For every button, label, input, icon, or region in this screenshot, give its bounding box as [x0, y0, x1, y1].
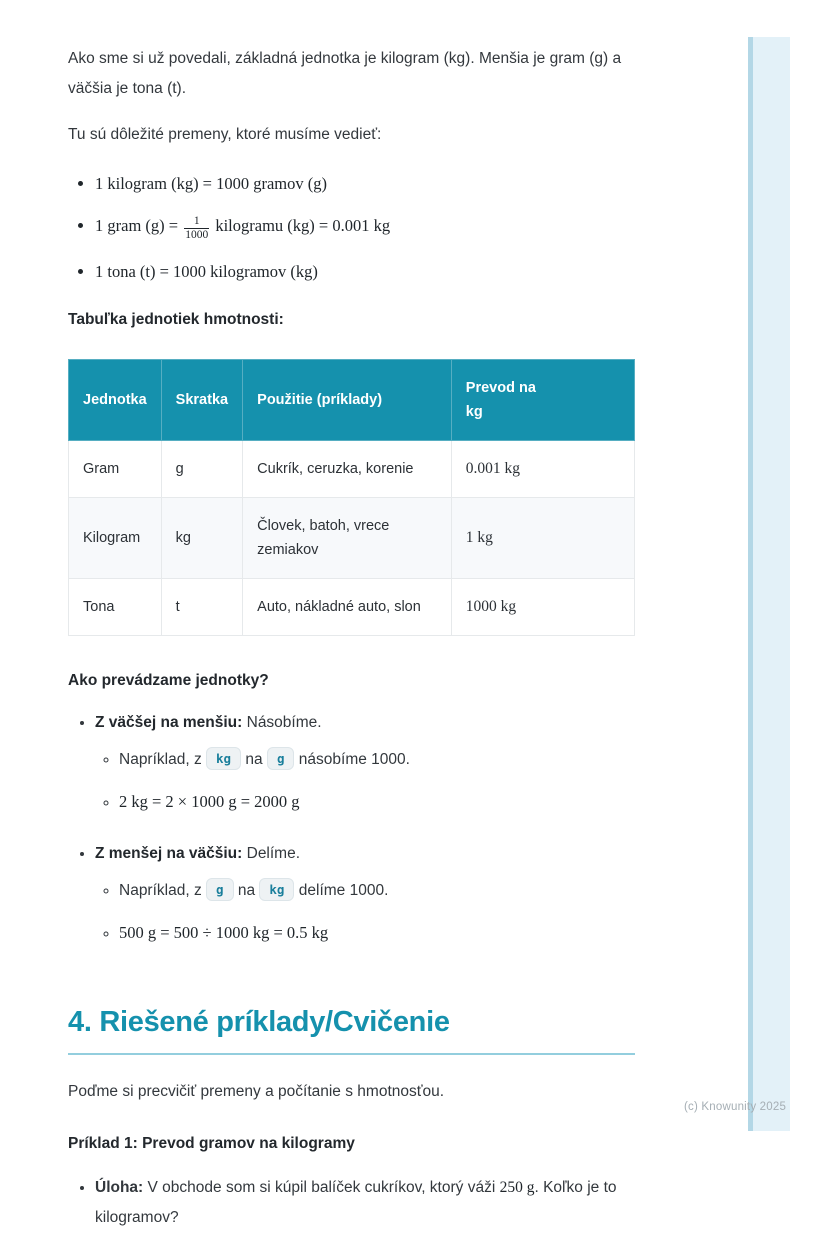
cell-abbr: kg [161, 497, 242, 578]
conversion-kg-g: 1 kilogram (kg) = 1000 gramov (g) [95, 174, 328, 193]
example-text: na [233, 881, 260, 899]
rules-list [68, 710, 635, 948]
section-heading: 4. Riešené príklady/Cvičenie [68, 1006, 635, 1055]
list-item [95, 258, 635, 285]
rule-smaller-to-bigger [95, 841, 635, 948]
list-item [95, 212, 635, 243]
example-text: delíme 1000. [294, 881, 389, 899]
table-row [69, 497, 635, 578]
rule-label: Z väčšej na menšiu: [95, 713, 243, 731]
header-skratka: Skratka [161, 359, 242, 440]
rule-method: Násobíme. [242, 713, 322, 731]
rule-example [119, 745, 635, 774]
rule-bigger-to-smaller [95, 710, 635, 817]
fraction [182, 215, 211, 242]
unit-chip-kg: kg [206, 747, 241, 770]
task-list [68, 1173, 635, 1233]
table-header-row [69, 359, 635, 440]
table-row [69, 578, 635, 635]
cell-abbr: t [161, 578, 242, 635]
task-item [95, 1173, 635, 1233]
task-label: Úloha: [95, 1178, 144, 1196]
watermark: (c) Knowunity 2025 [684, 1101, 787, 1113]
table-title: Tabuľka jednotiek hmotnosti: [68, 310, 284, 328]
example-text: násobíme 1000. [294, 750, 410, 768]
rule-method: Delíme. [242, 844, 301, 862]
rule-example [119, 876, 635, 905]
cell-usage: Auto, nákladné auto, slon [243, 578, 452, 635]
task-text: V obchode som si kúpil balíček cukríkov, ktorý váži [143, 1178, 500, 1196]
fraction-denominator: 1000 [185, 229, 209, 242]
example-text: Napríklad, z [119, 881, 207, 899]
equation-text: 2 kg = 2 × 1000 g = 2000 g [119, 791, 300, 811]
rule-label: Z menšej na väčšiu: [95, 844, 243, 862]
cell-conversion: 1 kg [451, 497, 634, 578]
list-item [95, 170, 635, 197]
task-value: 250 g [499, 1178, 535, 1196]
cell-usage: Človek, batoh, vrece zemiakov [243, 497, 452, 578]
cell-conversion: 0.001 kg [451, 440, 634, 497]
example1-heading: Príklad 1: Prevod gramov na kilogramy [68, 1134, 355, 1152]
cell-unit: Kilogram [69, 497, 162, 578]
table-row [69, 440, 635, 497]
units-table [68, 359, 635, 636]
unit-chip-g: g [267, 747, 295, 770]
header-prevod: Prevod na kg [451, 359, 634, 440]
section-lead: Poďme si precvičiť premeny a počítanie s hmotnosťou. [68, 1082, 445, 1100]
header-pouzitie: Použitie (príklady) [243, 359, 452, 440]
rule-equation [119, 918, 635, 948]
cell-unit: Tona [69, 578, 162, 635]
task-text: . Koľko je to kilogramov? [95, 1178, 617, 1226]
rule-sublist [95, 745, 635, 817]
how-convert-heading: Ako prevádzame jednotky? [68, 671, 269, 689]
conversion-t-kg: 1 tona (t) = 1000 kilogramov (kg) [95, 261, 318, 281]
cell-usage: Cukrík, ceruzka, korenie [243, 440, 452, 497]
rule-equation [119, 787, 635, 817]
cell-conversion: 1000 kg [451, 578, 634, 635]
conversions-lead: Tu sú dôležité premeny, ktoré musíme vedieť: [68, 126, 382, 143]
conversion-g-kg-before: 1 gram (g) = [95, 216, 183, 235]
conversion-g-kg-after: kilogramu (kg) = 0.001 kg [211, 216, 391, 235]
header-jednotka: Jednotka [69, 359, 162, 440]
cell-abbr: g [161, 440, 242, 497]
example-text: na [241, 750, 267, 768]
conversion-list [68, 170, 635, 285]
equation-text: 500 g = 500 ÷ 1000 kg = 0.5 kg [119, 922, 329, 942]
page-edge-strip [748, 37, 790, 1131]
cell-unit: Gram [69, 440, 162, 497]
unit-chip-g: g [206, 878, 234, 901]
unit-chip-kg: kg [259, 878, 294, 901]
fraction-numerator: 1 [184, 215, 209, 229]
intro-paragraph: Ako sme si už povedali, základná jednotka je kilogram (kg). Menšia je gram (g) a väčšia je tona (t). [68, 50, 622, 97]
example-text: Napríklad, z [119, 750, 207, 768]
document-page [68, 0, 635, 1233]
rule-sublist [95, 876, 635, 948]
